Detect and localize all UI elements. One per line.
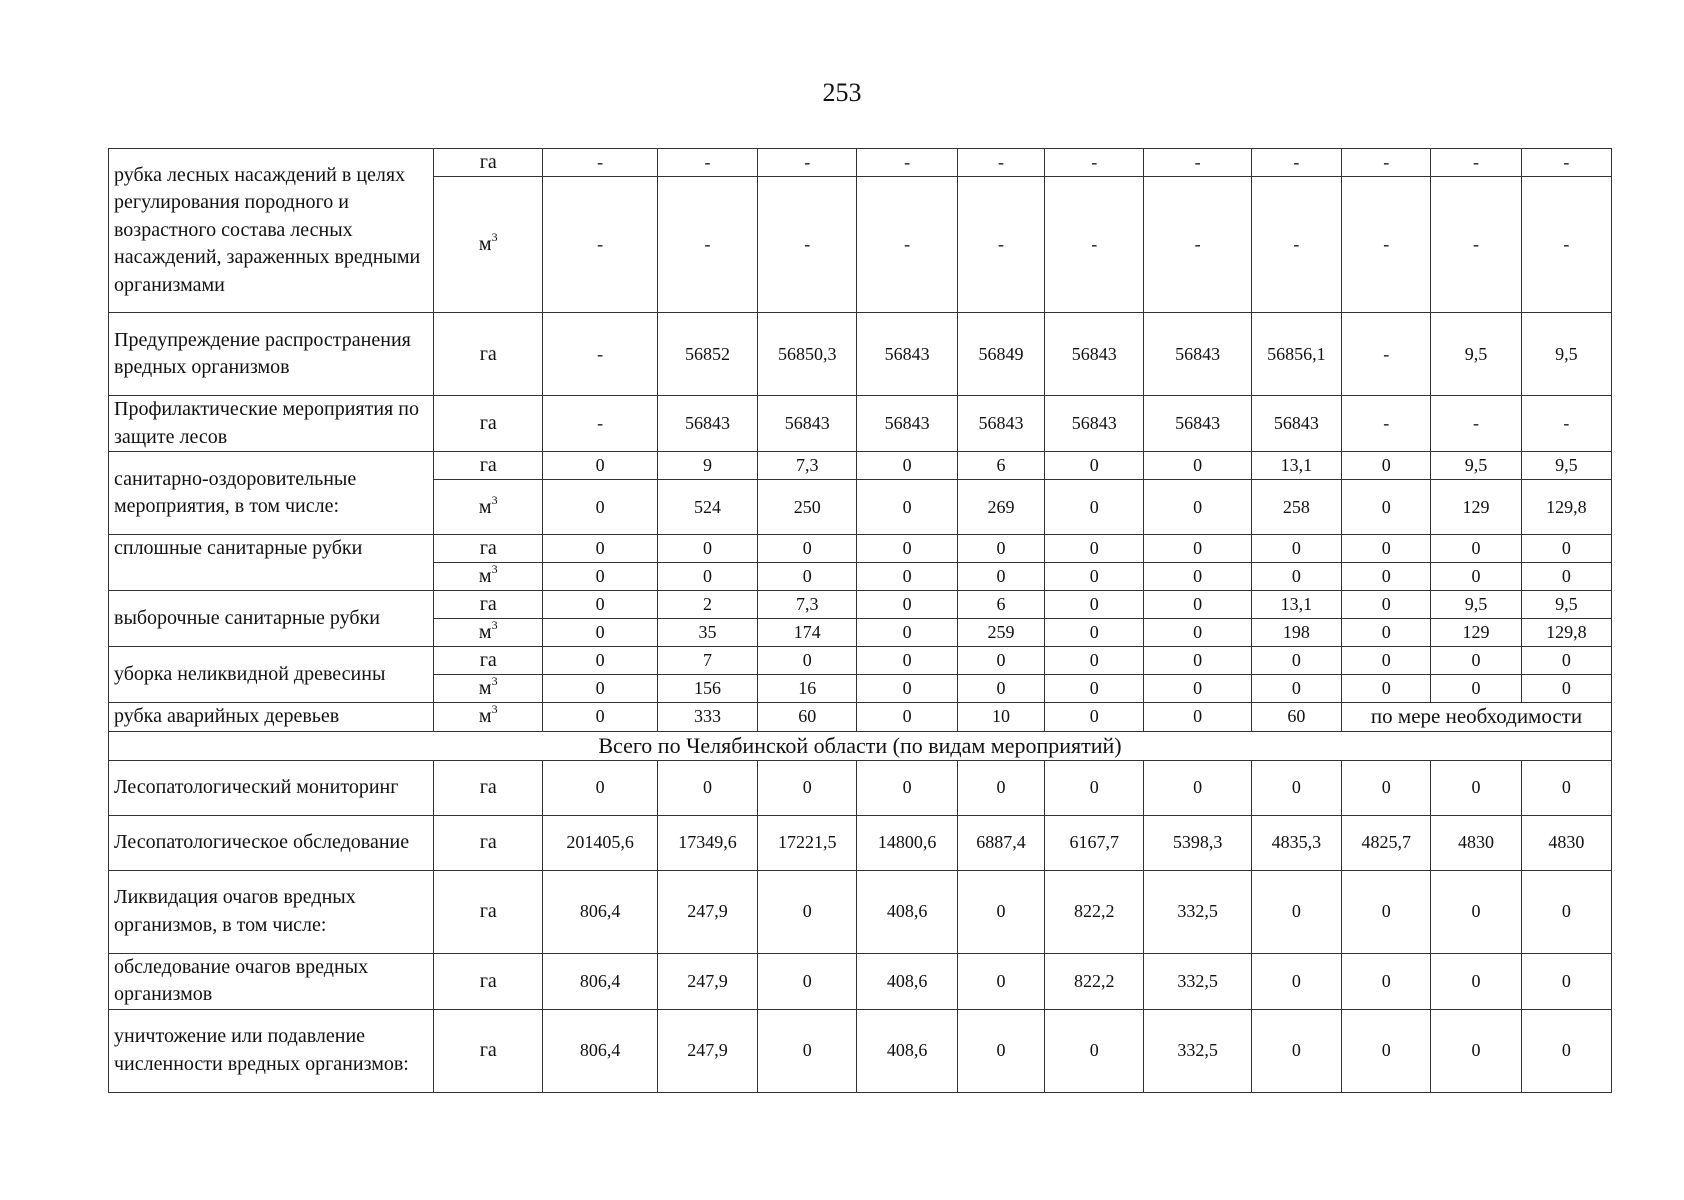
row-label: рубка лесных насаждений в целях регулирования породного и возрастного состава лесных насаждений, зараженных вредными организмами: [109, 149, 434, 313]
table-cell: 0: [543, 591, 657, 619]
table-cell: 56843: [957, 396, 1044, 452]
table-cell: 0: [1144, 480, 1251, 535]
table-cell: 0: [1342, 1009, 1431, 1092]
table-cell: 0: [1521, 1009, 1611, 1092]
table-cell: -: [1045, 177, 1144, 313]
table-row: [109, 396, 1612, 452]
table-cell: 0: [1521, 870, 1611, 953]
table-cell: 13,1: [1251, 452, 1341, 480]
table-cell: -: [957, 149, 1044, 177]
unit-m3: $м^3$: [434, 563, 543, 591]
table-cell: 9: [657, 452, 757, 480]
table-cell: 806,4: [543, 953, 657, 1009]
note-as-needed: по мере необходимости: [1342, 703, 1612, 732]
table-cell: 0: [1342, 953, 1431, 1009]
table-cell: 258: [1251, 480, 1341, 535]
table-cell: -: [543, 313, 657, 396]
table-cell: 0: [543, 452, 657, 480]
table-row: [109, 870, 1612, 953]
table-row: [109, 647, 1612, 675]
table-cell: 9,5: [1521, 452, 1611, 480]
table-row: [109, 535, 1612, 563]
table-cell: -: [1342, 313, 1431, 396]
table-cell: -: [1342, 177, 1431, 313]
table-cell: 0: [857, 619, 957, 647]
table-cell: 0: [543, 703, 657, 732]
table-cell: 0: [1045, 1009, 1144, 1092]
unit-ha: га: [434, 647, 543, 675]
table-cell: 0: [1144, 563, 1251, 591]
table-cell: 0: [857, 535, 957, 563]
table-cell: 0: [1521, 953, 1611, 1009]
table-cell: 0: [758, 953, 857, 1009]
table-cell: 0: [1045, 647, 1144, 675]
table-cell: 0: [957, 675, 1044, 703]
table-cell: 0: [1342, 675, 1431, 703]
table-cell: 0: [857, 563, 957, 591]
unit-ha: га: [434, 535, 543, 563]
unit-ha: га: [434, 149, 543, 177]
table-cell: 56843: [758, 396, 857, 452]
table-cell: 56843: [1045, 313, 1144, 396]
table-cell: 56852: [657, 313, 757, 396]
table-cell: 9,5: [1431, 452, 1521, 480]
table-cell: 0: [543, 563, 657, 591]
table-cell: 0: [1342, 647, 1431, 675]
table-cell: 129: [1431, 619, 1521, 647]
table-cell: 0: [1251, 563, 1341, 591]
table-cell: 7: [657, 647, 757, 675]
table-cell: 0: [543, 760, 657, 815]
table-cell: -: [1342, 396, 1431, 452]
table-cell: 198: [1251, 619, 1341, 647]
table-cell: 0: [957, 647, 1044, 675]
page-number: 253: [822, 78, 862, 107]
table-cell: 0: [1144, 703, 1251, 732]
table-cell: 17349,6: [657, 815, 757, 870]
table-cell: 4825,7: [1342, 815, 1431, 870]
table-cell: 0: [657, 563, 757, 591]
table-cell: 0: [758, 1009, 857, 1092]
table-cell: 250: [758, 480, 857, 535]
table-cell: 0: [857, 760, 957, 815]
unit-ha: га: [434, 815, 543, 870]
table-cell: -: [1431, 396, 1521, 452]
unit-m3: $м^3$: [434, 703, 543, 732]
table-cell: 0: [1521, 647, 1611, 675]
table-cell: 0: [657, 760, 757, 815]
table-cell: 4835,3: [1251, 815, 1341, 870]
table-cell: -: [1144, 177, 1251, 313]
table-cell: 0: [1251, 647, 1341, 675]
table-cell: 247,9: [657, 953, 757, 1009]
table-cell: 0: [1144, 760, 1251, 815]
table-cell: 56843: [1045, 396, 1144, 452]
table-cell: -: [758, 177, 857, 313]
table-cell: 9,5: [1431, 591, 1521, 619]
row-label: рубка аварийных деревьев: [109, 703, 434, 732]
table-row: [109, 953, 1612, 1009]
table-cell: -: [957, 177, 1044, 313]
table-row: [109, 313, 1612, 396]
table-cell: 822,2: [1045, 870, 1144, 953]
row-label: Предупреждение распространения вредных организмов: [109, 313, 434, 396]
unit-ha: га: [434, 452, 543, 480]
table-cell: 822,2: [1045, 953, 1144, 1009]
table-cell: 247,9: [657, 870, 757, 953]
table-cell: -: [1521, 149, 1611, 177]
table-cell: 0: [1144, 675, 1251, 703]
table-cell: 0: [1342, 619, 1431, 647]
row-label: сплошные санитарные рубки: [109, 535, 434, 591]
table-cell: 6167,7: [1045, 815, 1144, 870]
table-cell: 0: [857, 703, 957, 732]
table-cell: 0: [1342, 870, 1431, 953]
table-cell: 5398,3: [1144, 815, 1251, 870]
table-cell: 0: [1251, 675, 1341, 703]
table-cell: 0: [957, 563, 1044, 591]
table-cell: 0: [1431, 953, 1521, 1009]
table-cell: 0: [1144, 591, 1251, 619]
table-cell: 0: [758, 647, 857, 675]
table-cell: 0: [1045, 480, 1144, 535]
table-row: [109, 591, 1612, 619]
table-cell: 6887,4: [957, 815, 1044, 870]
table-cell: 0: [1144, 619, 1251, 647]
unit-m3: $м^3$: [434, 619, 543, 647]
table-cell: 0: [1521, 675, 1611, 703]
table-cell: 247,9: [657, 1009, 757, 1092]
table-cell: 0: [1342, 452, 1431, 480]
table-cell: 806,4: [543, 1009, 657, 1092]
table-cell: 0: [1045, 591, 1144, 619]
table-cell: 0: [1251, 535, 1341, 563]
unit-ha: га: [434, 313, 543, 396]
table-cell: 14800,6: [857, 815, 957, 870]
table-cell: 0: [1431, 1009, 1521, 1092]
section-row: [109, 731, 1612, 760]
table-cell: 60: [758, 703, 857, 732]
table-cell: 56843: [1251, 396, 1341, 452]
table-body: [109, 149, 1612, 1093]
table-cell: -: [543, 177, 657, 313]
table-row: [109, 149, 1612, 177]
table-cell: 0: [1431, 675, 1521, 703]
table-cell: 35: [657, 619, 757, 647]
table-cell: 17221,5: [758, 815, 857, 870]
table-cell: 0: [1521, 760, 1611, 815]
table-cell: 0: [1251, 870, 1341, 953]
table-cell: 0: [1342, 760, 1431, 815]
table-cell: 0: [957, 535, 1044, 563]
table-cell: 0: [1431, 535, 1521, 563]
table-cell: 0: [1045, 675, 1144, 703]
unit-ha: га: [434, 870, 543, 953]
table-row: [109, 703, 1612, 732]
table-cell: 0: [1521, 563, 1611, 591]
table-cell: 2: [657, 591, 757, 619]
table-cell: 0: [1144, 452, 1251, 480]
table-cell: 0: [1342, 480, 1431, 535]
table-row: [109, 452, 1612, 480]
table-cell: 0: [1251, 760, 1341, 815]
table-cell: 0: [1045, 452, 1144, 480]
row-label: уничтожение или подавление численности вредных организмов:: [109, 1009, 434, 1092]
table-cell: 7,3: [758, 452, 857, 480]
table-cell: 332,5: [1144, 1009, 1251, 1092]
unit-ha: га: [434, 1009, 543, 1092]
table-cell: 0: [957, 1009, 1044, 1092]
table-cell: 9,5: [1521, 313, 1611, 396]
table-cell: 129,8: [1521, 480, 1611, 535]
table-cell: 0: [1431, 760, 1521, 815]
unit-ha: га: [434, 396, 543, 452]
table-cell: 0: [758, 535, 857, 563]
table-cell: 408,6: [857, 953, 957, 1009]
table-cell: 201405,6: [543, 815, 657, 870]
table-cell: 0: [543, 675, 657, 703]
table-cell: 0: [1521, 535, 1611, 563]
table-cell: 56843: [657, 396, 757, 452]
table-cell: 6: [957, 591, 1044, 619]
table-cell: 0: [1045, 703, 1144, 732]
table-cell: -: [1144, 149, 1251, 177]
unit-ha: га: [434, 953, 543, 1009]
table-cell: 0: [543, 535, 657, 563]
table-cell: 0: [1342, 535, 1431, 563]
table-cell: 129,8: [1521, 619, 1611, 647]
table-cell: 0: [957, 870, 1044, 953]
unit-m3: $м^3$: [434, 675, 543, 703]
table-cell: 0: [1045, 760, 1144, 815]
table-cell: 56849: [957, 313, 1044, 396]
table-cell: 0: [857, 591, 957, 619]
table-cell: 0: [1251, 1009, 1341, 1092]
table-cell: 0: [758, 870, 857, 953]
row-label: санитарно-оздоровительные мероприятия, в том числе:: [109, 452, 434, 535]
table-cell: 56843: [857, 313, 957, 396]
table-cell: 0: [1251, 953, 1341, 1009]
table-cell: 0: [1045, 563, 1144, 591]
table-cell: 56843: [1144, 313, 1251, 396]
row-label: Лесопатологическое обследование: [109, 815, 434, 870]
table-cell: -: [543, 396, 657, 452]
table-cell: 4830: [1431, 815, 1521, 870]
table-cell: 259: [957, 619, 1044, 647]
table-cell: -: [1045, 149, 1144, 177]
table-cell: 0: [758, 760, 857, 815]
table-cell: -: [1251, 149, 1341, 177]
table-row: [109, 815, 1612, 870]
table-cell: 332,5: [1144, 953, 1251, 1009]
table-cell: 332,5: [1144, 870, 1251, 953]
section-title: Всего по Челябинской области (по видам мероприятий): [109, 731, 1612, 760]
table-cell: 6: [957, 452, 1044, 480]
table-cell: 0: [657, 535, 757, 563]
table-cell: 16: [758, 675, 857, 703]
table-cell: 56850,3: [758, 313, 857, 396]
table-cell: 408,6: [857, 870, 957, 953]
table-cell: -: [1431, 177, 1521, 313]
table-cell: 0: [857, 480, 957, 535]
data-table: [108, 148, 1612, 1093]
table-cell: 156: [657, 675, 757, 703]
table-cell: 0: [957, 953, 1044, 1009]
table-cell: 0: [1342, 591, 1431, 619]
table-cell: 60: [1251, 703, 1341, 732]
table-cell: -: [1521, 177, 1611, 313]
table-cell: 56856,1: [1251, 313, 1341, 396]
unit-m3: $м^3$: [434, 177, 543, 313]
table-row: [109, 760, 1612, 815]
table-cell: 174: [758, 619, 857, 647]
table-cell: 0: [1144, 535, 1251, 563]
row-label: Лесопатологический мониторинг: [109, 760, 434, 815]
table-row: [109, 1009, 1612, 1092]
row-label: Ликвидация очагов вредных организмов, в том числе:: [109, 870, 434, 953]
table-cell: -: [1521, 396, 1611, 452]
table-cell: 0: [1144, 647, 1251, 675]
table-cell: 56843: [1144, 396, 1251, 452]
table-cell: 408,6: [857, 1009, 957, 1092]
table-cell: 4830: [1521, 815, 1611, 870]
row-label: выборочные санитарные рубки: [109, 591, 434, 647]
table-cell: 0: [1431, 870, 1521, 953]
table-cell: 0: [857, 675, 957, 703]
table-cell: 129: [1431, 480, 1521, 535]
table-cell: 0: [543, 480, 657, 535]
table-cell: 0: [857, 647, 957, 675]
table-cell: -: [657, 149, 757, 177]
table-cell: -: [543, 149, 657, 177]
table-cell: 0: [543, 647, 657, 675]
unit-m3: $м^3$: [434, 480, 543, 535]
table-cell: 7,3: [758, 591, 857, 619]
table-cell: 0: [1045, 535, 1144, 563]
table-cell: 806,4: [543, 870, 657, 953]
unit-ha: га: [434, 760, 543, 815]
table-cell: -: [758, 149, 857, 177]
table-cell: 0: [1431, 647, 1521, 675]
table-cell: 269: [957, 480, 1044, 535]
table-cell: 13,1: [1251, 591, 1341, 619]
table-cell: -: [1342, 149, 1431, 177]
unit-ha: га: [434, 591, 543, 619]
table-cell: 9,5: [1431, 313, 1521, 396]
table-cell: -: [857, 177, 957, 313]
table-cell: 0: [957, 760, 1044, 815]
table-cell: 0: [543, 619, 657, 647]
table-cell: 56843: [857, 396, 957, 452]
table-cell: 333: [657, 703, 757, 732]
row-label: обследование очагов вредных организмов: [109, 953, 434, 1009]
table-cell: 0: [1342, 563, 1431, 591]
table-cell: -: [1251, 177, 1341, 313]
table-cell: 10: [957, 703, 1044, 732]
table-cell: -: [857, 149, 957, 177]
table-cell: 9,5: [1521, 591, 1611, 619]
table-cell: 0: [1431, 563, 1521, 591]
row-label: уборка неликвидной древесины: [109, 647, 434, 703]
table-cell: 0: [857, 452, 957, 480]
table-cell: -: [657, 177, 757, 313]
table-cell: 0: [758, 563, 857, 591]
table-cell: -: [1431, 149, 1521, 177]
row-label: Профилактические мероприятия по защите лесов: [109, 396, 434, 452]
table-cell: 0: [1045, 619, 1144, 647]
table-cell: 524: [657, 480, 757, 535]
